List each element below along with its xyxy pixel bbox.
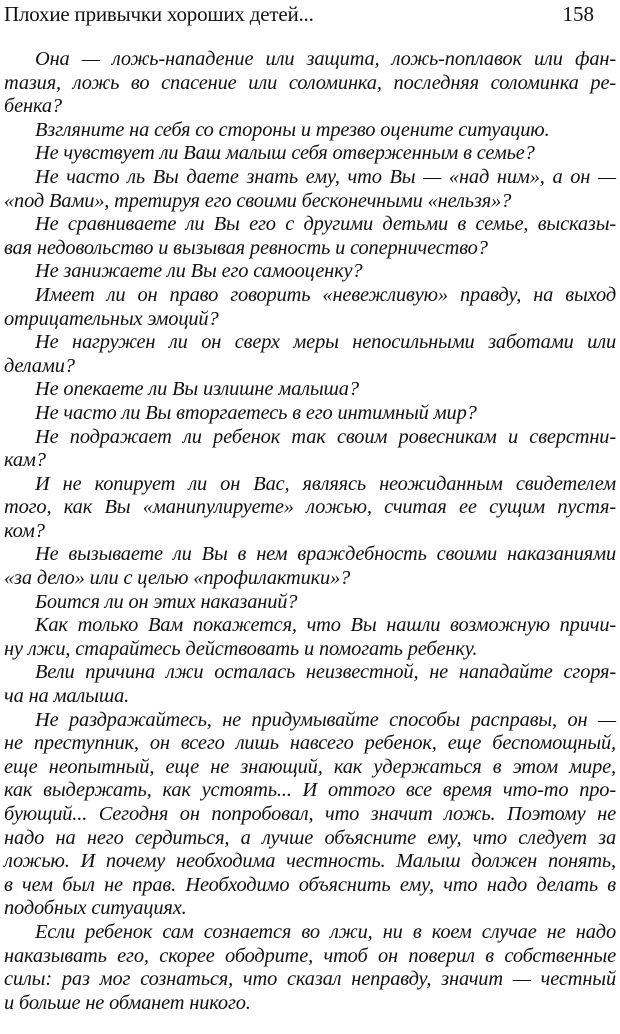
- text-line: отрицательных эмоций?: [4, 307, 219, 330]
- text-line: Не нагружен ли он сверх меры непосильными заботами или: [35, 331, 616, 354]
- text-line: силы: раз мог сознаться, что сказал неправду, значит — честный: [4, 968, 616, 991]
- text-line: ча на малыша.: [4, 685, 130, 708]
- text-line: еще неопытный, еще не знающий, как удержаться в этом мире,: [4, 755, 616, 778]
- text-line: бующий... Сегодня он попробовал, что значит ложь. Поэтому не: [4, 803, 616, 825]
- page-number: 158: [562, 2, 594, 26]
- text-line: Имеет ли он право говорить «невежливую» правду, на выход: [35, 283, 616, 306]
- text-line: Не часто ли Вы вторгаетесь в его интимный мир?: [35, 401, 477, 424]
- text-line: того, как Вы «манипулируете» ложью, считая ее сущим пустя-: [4, 496, 616, 519]
- text-line: ком?: [4, 519, 45, 542]
- text-line: подобных ситуациях.: [4, 897, 187, 920]
- text-line: тазия, ложь во спасение или соломинка, последняя соломинка ре-: [4, 71, 616, 94]
- text-line: Она — ложь-нападение или защита, ложь-поплавок или фан-: [35, 48, 616, 70]
- text-line: ложью. И почему необходима честность. Малыш должен понять,: [4, 850, 616, 873]
- text-line: Не подражает ли ребенок так своим ровесникам и сверстни-: [35, 425, 616, 448]
- text-line: и больше не обманет никого.: [4, 991, 251, 1014]
- text-line: «под Вами», третируя его своими бесконечными «нельзя»?: [4, 189, 512, 212]
- text-line: Не чувствует ли Ваш малыш себя отверженным в семье?: [35, 142, 535, 165]
- text-line: И не копирует ли он Вас, являясь неожиданным свидетелем: [35, 472, 616, 495]
- text-line: Взгляните на себя со стороны и трезво оцените ситуацию.: [35, 118, 550, 141]
- text-line: вая недовольство и вызывая ревность и соперничество?: [4, 236, 488, 259]
- text-line: не преступник, он всего лишь навсегo ребенок, еще беспомощный,: [4, 732, 616, 755]
- text-line: Не вызываете ли Вы в нем враждебность своими наказаниями: [35, 543, 616, 566]
- text-line: Не сравниваете ли Вы его с другими детьми в семье, высказы-: [35, 213, 616, 236]
- text-line: Не занижаете ли Вы его самооценку?: [35, 260, 363, 283]
- text-line: надо на него сердиться, а лучше объясните ему, что следует за: [4, 826, 616, 849]
- text-line: «за дело» или с целью «профилактики»?: [4, 567, 351, 590]
- text-line: Вели причина лжи осталась неизвестной, не нападайте сгоря-: [35, 661, 616, 684]
- text-line: делами?: [4, 354, 75, 377]
- text-line: Как только Вам покажется, что Вы нашли возможную причи-: [35, 614, 616, 637]
- text-line: Если ребенок сам сознается во лжи, ни в коем случае не надо: [35, 920, 616, 943]
- text-line: Не часто ль Вы даете знать ему, что Вы — «над ним», а он —: [35, 165, 616, 188]
- text-line: Не раздражайтесь, не придумывайте способы расправы, он —: [35, 708, 616, 731]
- text-line: Боится ли он этих наказаний?: [35, 590, 298, 613]
- running-title: Плохие привычки хороших детей...: [4, 2, 314, 26]
- text-line: Не опекаете ли Вы излишне малыша?: [35, 378, 359, 401]
- text-line: наказывать его, скорее ободрите, чтоб он поверил в собственные: [4, 944, 616, 967]
- body-text: [4, 48, 616, 1015]
- text-line: бенка?: [4, 95, 62, 118]
- text-line: как выдержать, как устоять... И оттого все время что-то про-: [4, 779, 616, 802]
- text-line: ну лжи, старайтесь действовать и помогать ребенку.: [4, 637, 478, 660]
- text-line: в чем был не прав. Необходимо объяснить ему, что надо делать в: [4, 873, 616, 896]
- text-line: кам?: [4, 449, 46, 472]
